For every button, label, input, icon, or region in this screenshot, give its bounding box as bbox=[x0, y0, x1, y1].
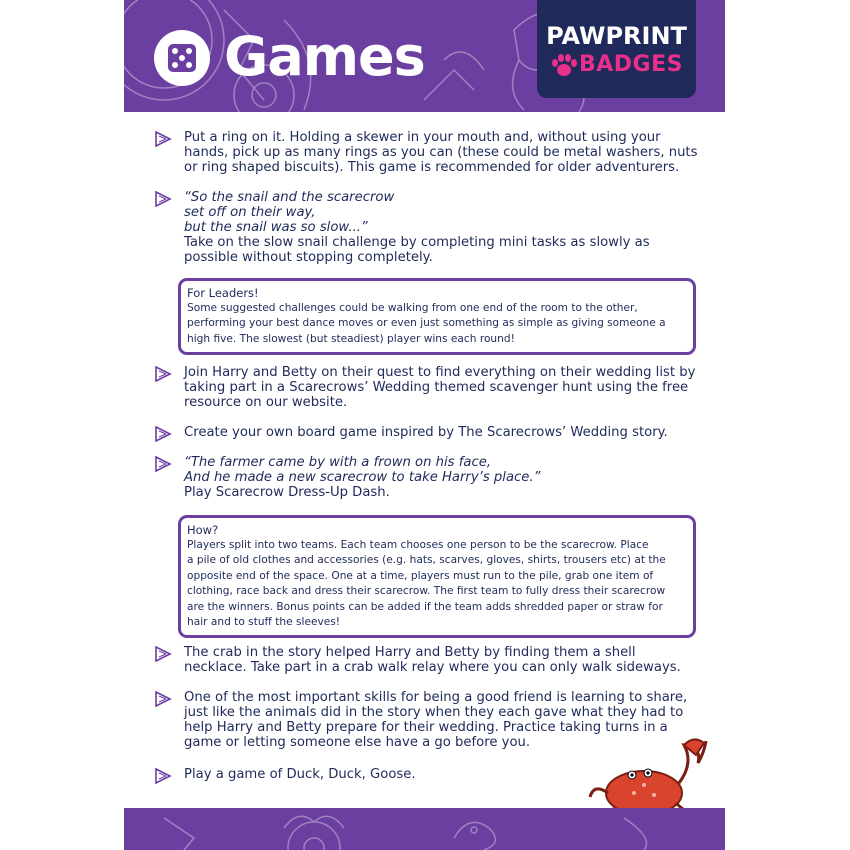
bullet-pennant-icon bbox=[154, 366, 172, 382]
quote-line: set off on their way, bbox=[184, 205, 316, 220]
box-line: Players split into two teams. Each team chooses one person to be the scarecrow. Place bbox=[187, 539, 649, 551]
bullet-pennant-icon bbox=[154, 131, 172, 147]
text-line: just like the animals did in the story when they each gave what they had to bbox=[184, 705, 684, 720]
item-text bbox=[184, 455, 704, 500]
text-line: hands, pick up as many rings as you can (these could be metal washers, nuts bbox=[184, 145, 698, 160]
text-line: necklace. Take part in a crab walk relay where you can only walk sideways. bbox=[184, 660, 681, 675]
bullet-pennant-icon bbox=[154, 691, 172, 707]
box-line: performing your best dance moves or even just something as simple as giving someone a bbox=[187, 317, 666, 330]
item-text bbox=[184, 425, 704, 440]
header-banner bbox=[124, 0, 725, 112]
text-line: Play a game of Duck, Duck, Goose. bbox=[184, 767, 416, 782]
text-line: taking part in a Scarecrows’ Wedding themed scavenger hunt using the free bbox=[184, 380, 689, 395]
item-text bbox=[184, 130, 704, 175]
footer-decorative-illustration bbox=[124, 808, 725, 850]
box-line: a pile of old clothes and accessories (e.g. hats, scarves, gloves, shirts, trousers etc) at the bbox=[187, 554, 666, 567]
document-page bbox=[124, 0, 725, 850]
footer-banner bbox=[124, 808, 725, 850]
logo-text-badges: BADGES bbox=[579, 52, 683, 77]
how-to-play-box bbox=[178, 515, 696, 638]
dice-icon bbox=[166, 42, 198, 74]
box-line: are the winners. Bonus points can be added if the team adds shredded paper or straw for bbox=[187, 600, 663, 613]
quote-line: but the snail was so slow...” bbox=[184, 220, 368, 235]
text-line: Take on the slow snail challenge by completing mini tasks as slowly as bbox=[184, 235, 650, 250]
leaders-tip-box bbox=[178, 278, 696, 355]
quote-line: “The farmer came by with a frown on his face, bbox=[184, 455, 492, 470]
quote-line: And he made a new scarecrow to take Harry’s place.” bbox=[184, 470, 541, 485]
text-line: Play Scarecrow Dress-Up Dash. bbox=[184, 485, 390, 500]
bullet-pennant-icon bbox=[154, 456, 172, 472]
box-line: high five. The slowest (but steadiest) player wins each round! bbox=[187, 332, 515, 345]
bullet-pennant-icon bbox=[154, 426, 172, 442]
bullet-pennant-icon bbox=[154, 646, 172, 662]
text-line: Create your own board game inspired by The Scarecrows’ Wedding story. bbox=[184, 425, 668, 440]
box-line: clothing, race back and dress their scarecrow. The first team to fully dress their scarecrow bbox=[187, 585, 666, 598]
logo-text-pawprint: PAWPRINT bbox=[546, 22, 687, 50]
text-line: One of the most important skills for being a good friend is learning to share, bbox=[184, 690, 688, 705]
bullet-pennant-icon bbox=[154, 191, 172, 207]
page-title: Games bbox=[224, 25, 425, 88]
paw-icon bbox=[551, 54, 577, 78]
item-text bbox=[184, 190, 704, 265]
text-line: game or letting someone else have a go before you. bbox=[184, 735, 531, 750]
text-line: Join Harry and Betty on their quest to find everything on their wedding list by bbox=[184, 365, 696, 380]
text-line: Put a ring on it. Holding a skewer in your mouth and, without using your bbox=[184, 130, 661, 145]
text-line: or ring shaped biscuits). This game is recommended for older adventurers. bbox=[184, 160, 680, 175]
box-line: Some suggested challenges could be walking from one end of the room to the other, bbox=[187, 302, 638, 314]
item-text bbox=[184, 645, 704, 675]
item-text bbox=[184, 365, 704, 410]
bullet-pennant-icon bbox=[154, 768, 172, 784]
text-line: help Harry and Betty prepare for their wedding. Practice taking turns in a bbox=[184, 720, 668, 735]
text-line: resource on our website. bbox=[184, 395, 348, 410]
box-line: hair and to stuff the sleeves! bbox=[187, 616, 341, 629]
box-line: opposite end of the space. One at a time, players must run to the pile, grab one item of bbox=[187, 569, 654, 582]
quote-line: “So the snail and the scarecrow bbox=[184, 190, 395, 205]
pawprint-badges-logo bbox=[537, 0, 696, 98]
box-heading: For Leaders! bbox=[187, 286, 259, 300]
text-line: possible without stopping completely. bbox=[184, 250, 433, 265]
box-heading: How? bbox=[187, 523, 219, 537]
text-line: The crab in the story helped Harry and Betty by finding them a shell bbox=[184, 645, 636, 660]
